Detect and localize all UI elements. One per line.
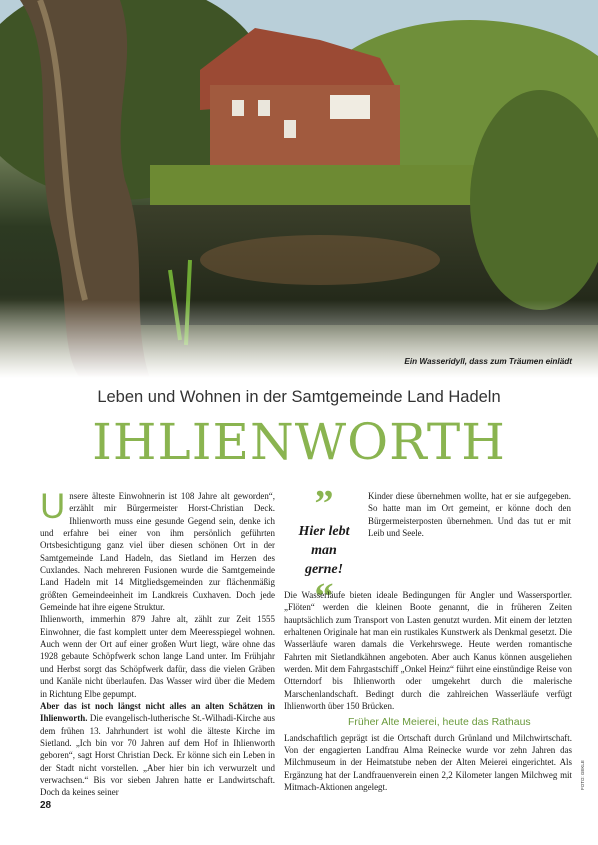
page-number: 28 xyxy=(40,800,52,811)
lead-paragraph: Unsere älteste Einwohnerin ist 108 Jahre alt geworden“, erzählt mir Bürgermeister Horst-Christian Deck. Ihlienworth muss eine gesunde Gegend sein, denke ich und erfahre bei einer von ihm persönlich geführten Ortsbesichtigung ganz viel über diesen schönen Ort in der Samtgemeinde Land Hadeln, das Sietland im Herzen des Cuxlandes. Nach mehreren Fusionen wurde die Samtgemeinde Land Hadeln mit 14 Mitgliedsgemeinden zur flächenmäßig größten Gemeindeeinheit im Landkreis Cuxhaven. Doch jede Gemeinde hat ihre eigene Struktur. xyxy=(40,487,275,613)
photo-credit: FOTO: GEKLE xyxy=(580,760,585,790)
paragraph: Aber das ist noch längst nicht alles an alten Schätzen in Ihlienworth. Die evangelisch-lutherische St.-Wilhadi-Kirche aus dem frühen 13. Jahrhundert ist wohl die älteste Kirche im Sietland. „Ich bin vor 70 Jahren auf dem Hof in Ihlienworth geboren“, sagt Horst Christian Deck. Er könne sich ein Leben in der Stadt nicht vorstellen. „Aber hier bin ich verwurzelt und verwachsen.“ Bis vor sieben Jahren hatte er Landwirtschaft. Doch da keines seiner xyxy=(40,700,275,798)
article-title: IHLIENWORTH xyxy=(92,413,506,471)
paragraph: Kinder diese übernehmen wollte, hat er sie aufgegeben. So hatte man im Ort gemeint, er könne doch den Bürgermeisterposten übernehmen. Und das tut er mit Leib und Seele. xyxy=(368,491,571,539)
drop-cap: U xyxy=(40,487,66,526)
quote-open-mark: ” xyxy=(314,483,334,525)
pull-quote-text: Hier lebt man gerne! xyxy=(298,524,350,577)
hero-photo xyxy=(0,0,598,378)
paragraph: Ihlienworth, immerhin 879 Jahre alt, zählt zur Zeit 1555 Einwohner, die fast komplett unter dem Meeresspiegel wohnen. Auch wenn der Ort auf einer großen Wurt liegt, wäre ohne das 1928 gebaute Schöpfwerk schon lange Land unter. Im Frühjahr und Herbst sorgt das Schöpfwerk dafür, dass die vielen Gräben und Kanäle nicht überlaufen. Das Wasser wird über die Medem in Richtung Elbe gepumpt. xyxy=(40,614,275,699)
paragraph: Landschaftlich geprägt ist die Ortschaft durch Grünland und Milchwirtschaft. Von der engagierten Landfrau Alma Reinecke wurde vor zehn Jahren das Milchmuseum in der Heimatstube neben der Alten Meierei eingerichtet. Als Ergänzung hat der Landfrauenverein einen 2,2 Kilometer langen Milchweg mit Mitmach-Aktionen angelegt. xyxy=(284,732,572,793)
article-subtitle: Leben und Wohnen in der Samtgemeinde Land Hadeln xyxy=(97,388,501,406)
column-right-top xyxy=(368,490,571,539)
landscape-photo-illustration xyxy=(0,0,598,378)
column-left xyxy=(40,487,275,799)
section-subhead: Früher Alte Meierei, heute das Rathaus xyxy=(348,716,531,729)
column-right-bottom xyxy=(284,589,572,794)
photo-caption: Ein Wasseridyll, dass zum Träumen einlädt xyxy=(404,357,572,366)
quote-close-mark: “ xyxy=(314,576,334,618)
paragraph: Die Wasserläufe bieten ideale Bedingungen für Angler und Wassersportler. „Flöten“ werden die kleinen Boote genannt, die in früheren Zeiten hauptsächlich zum Transport von Lasten genutzt wurden. Mit einem der letzten erhaltenen Originale hat man ein rustikales Kunstwerk als Denkmal gesetzt. Die Wasserläufe waren damals die Verkehrswege. Heute werden romantische Fahrten mit Sietlandkähnen angeboten. Aber auch Kanus können ausgeliehen werden. Mit dem Fahrgastschiff „Onkel Heinz“ führt eine einstündige Reise von Otterndorf bis Ihlienworth oder umgekehrt durch die malerische Marschenlandschaft. Bedingt durch die zahlreichen Wasserläufe verfügt Ihlienworth über 150 Brücken. xyxy=(284,590,572,712)
